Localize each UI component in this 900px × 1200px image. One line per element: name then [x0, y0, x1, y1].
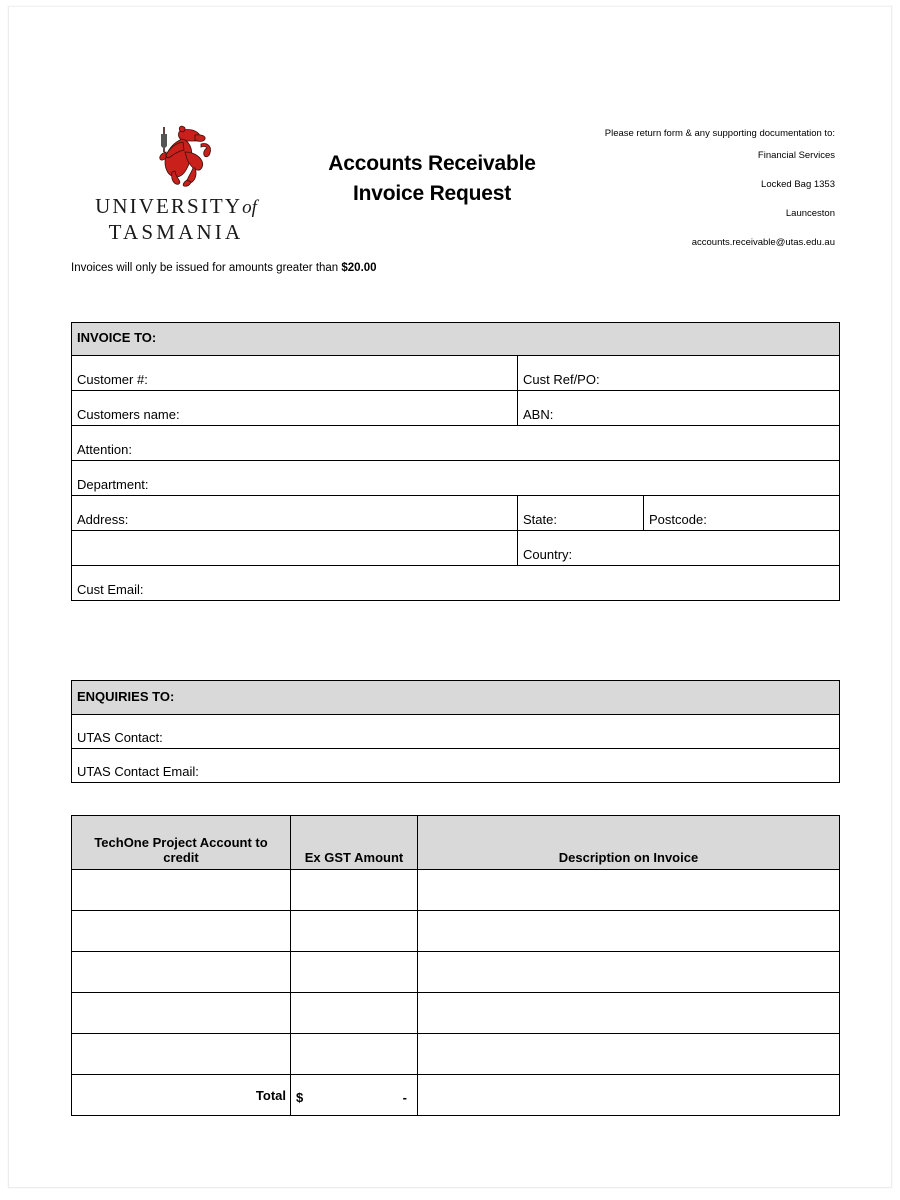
customer-number-label[interactable]: Customer #: — [72, 356, 518, 391]
cell-account[interactable] — [72, 870, 291, 911]
cell-description[interactable] — [418, 993, 840, 1034]
table-row-address-line2-country — [72, 531, 840, 566]
table-row — [72, 993, 840, 1034]
table-row-department — [72, 461, 840, 496]
cell-amount[interactable] — [291, 993, 418, 1034]
table-row-attention — [72, 426, 840, 461]
customers-name-label[interactable]: Customers name: — [72, 391, 518, 426]
cell-account[interactable] — [72, 911, 291, 952]
column-header-ex-gst-amount: Ex GST Amount — [291, 816, 418, 870]
table-row-section-header — [72, 681, 840, 715]
return-email: accounts.receivable@utas.edu.au — [691, 237, 835, 248]
total-value: - — [402, 1090, 407, 1105]
table-row — [72, 1034, 840, 1075]
cell-description[interactable] — [418, 870, 840, 911]
minimum-amount-notice — [71, 262, 377, 274]
column-header-account-line-1: TechOne Project Account to — [94, 835, 268, 850]
cell-account[interactable] — [72, 952, 291, 993]
cell-description[interactable] — [418, 911, 840, 952]
university-logo — [71, 122, 281, 245]
university-line1: UNIVERSITY — [95, 194, 243, 218]
cust-email-label[interactable]: Cust Email: — [72, 566, 840, 601]
table-row-customers-name — [72, 391, 840, 426]
total-label: Total — [72, 1075, 291, 1116]
table-header-row — [72, 816, 840, 870]
cell-amount[interactable] — [291, 952, 418, 993]
notice-text: Invoices will only be issued for amounts greater than — [71, 262, 342, 274]
page-title-line-1: Accounts Receivable — [328, 152, 536, 175]
invoice-to-section-title: INVOICE TO: — [72, 323, 840, 356]
state-label[interactable]: State: — [518, 496, 644, 531]
column-header-account — [72, 816, 291, 870]
column-header-description: Description on Invoice — [418, 816, 840, 870]
table-row-section-header — [72, 323, 840, 356]
page-title-line-2: Invoice Request — [352, 182, 512, 205]
page-sheet — [8, 6, 892, 1188]
table-row — [72, 952, 840, 993]
cell-account[interactable] — [72, 993, 291, 1034]
cust-ref-po-label[interactable]: Cust Ref/PO: — [518, 356, 840, 391]
document-content — [9, 7, 893, 1189]
total-currency-symbol: $ — [296, 1090, 304, 1105]
invoice-to-table — [71, 322, 840, 601]
utas-contact-label[interactable]: UTAS Contact: — [72, 715, 840, 749]
cell-description[interactable] — [418, 952, 840, 993]
cell-amount[interactable] — [291, 870, 418, 911]
abn-label[interactable]: ABN: — [518, 391, 840, 426]
utas-lion-crest-icon — [139, 122, 213, 188]
cell-amount[interactable] — [291, 1034, 418, 1075]
total-description-cell[interactable] — [418, 1075, 840, 1116]
return-instruction: Please return form & any supporting documentation to: — [604, 128, 835, 139]
university-of-word: of — [242, 197, 257, 218]
table-row-utas-contact-email — [72, 749, 840, 783]
enquiries-to-section-title: ENQUIRIES TO: — [72, 681, 840, 715]
table-row-cust-email — [72, 566, 840, 601]
line-items-table — [71, 815, 840, 1116]
cell-description[interactable] — [418, 1034, 840, 1075]
address-label[interactable]: Address: — [72, 496, 518, 531]
table-row-total — [72, 1075, 840, 1116]
utas-contact-email-label[interactable]: UTAS Contact Email: — [72, 749, 840, 783]
table-row-address — [72, 496, 840, 531]
table-row — [72, 870, 840, 911]
return-address-block — [529, 127, 835, 257]
university-line2: TASMANIA — [108, 220, 244, 244]
university-name — [71, 194, 281, 245]
return-postal-bag: Locked Bag 1353 — [761, 179, 835, 190]
address-line-2-field[interactable] — [72, 531, 518, 566]
table-row — [72, 911, 840, 952]
document-header — [9, 117, 893, 257]
total-amount-cell[interactable] — [291, 1075, 418, 1116]
column-header-account-line-2: credit — [163, 850, 199, 865]
return-department: Financial Services — [757, 150, 835, 161]
table-row-customer-number — [72, 356, 840, 391]
return-city: Launceston — [785, 208, 835, 219]
department-label[interactable]: Department: — [72, 461, 840, 496]
cell-amount[interactable] — [291, 911, 418, 952]
table-row-utas-contact — [72, 715, 840, 749]
country-label[interactable]: Country: — [518, 531, 840, 566]
enquiries-to-table — [71, 680, 840, 783]
cell-account[interactable] — [72, 1034, 291, 1075]
postcode-label[interactable]: Postcode: — [644, 496, 840, 531]
notice-amount: $20.00 — [341, 262, 377, 274]
attention-label[interactable]: Attention: — [72, 426, 840, 461]
